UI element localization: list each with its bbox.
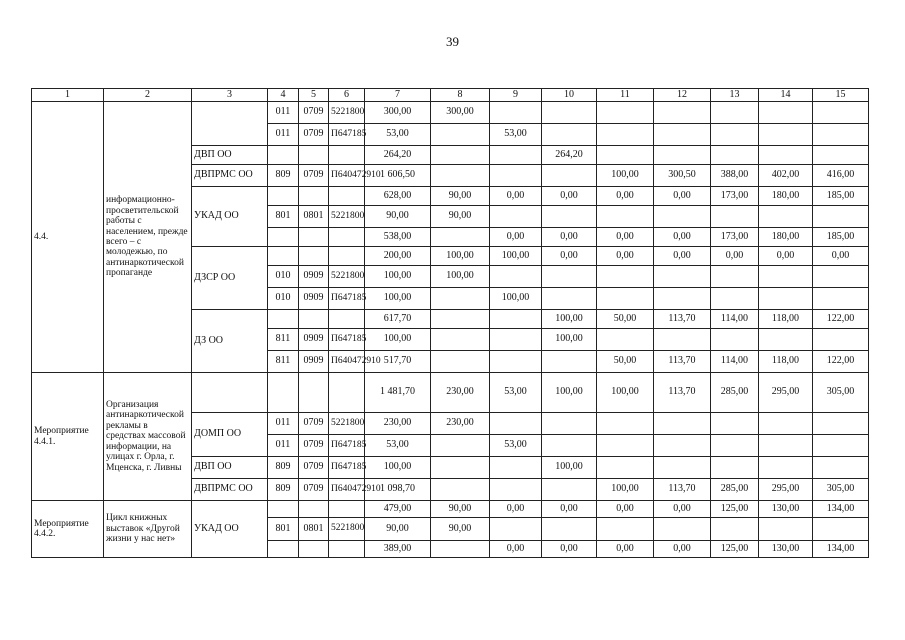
amount-cell bbox=[711, 413, 759, 435]
amount-cell: 185,00 bbox=[813, 228, 869, 247]
target-code-cell: П640472910 bbox=[329, 351, 365, 373]
gr-code-cell bbox=[268, 310, 299, 329]
amount-cell: 53,00 bbox=[490, 435, 542, 457]
amount-cell bbox=[597, 146, 654, 165]
amount-cell: 100,00 bbox=[597, 165, 654, 187]
amount-cell: 0,00 bbox=[654, 541, 711, 558]
amount-cell: 50,00 bbox=[597, 351, 654, 373]
budget-table bbox=[31, 88, 869, 558]
department-cell: ДЗСР ОО bbox=[192, 247, 268, 310]
amount-cell bbox=[597, 266, 654, 288]
amount-cell: 0,00 bbox=[542, 228, 597, 247]
gr-code-cell: 010 bbox=[268, 288, 299, 310]
section-code-cell: 0909 bbox=[299, 288, 329, 310]
amount-cell bbox=[759, 102, 813, 124]
amount-cell: 300,00 bbox=[365, 102, 431, 124]
column-header: 2 bbox=[104, 89, 192, 102]
amount-cell: 173,00 bbox=[711, 228, 759, 247]
amount-cell: 285,00 bbox=[711, 479, 759, 501]
amount-cell: 185,00 bbox=[813, 187, 869, 206]
amount-cell bbox=[711, 435, 759, 457]
amount-cell bbox=[542, 165, 597, 187]
section-code-cell bbox=[299, 146, 329, 165]
department-cell: ДВПРМС ОО bbox=[192, 479, 268, 501]
amount-cell bbox=[813, 329, 869, 351]
amount-cell bbox=[759, 435, 813, 457]
amount-cell: 134,00 bbox=[813, 501, 869, 518]
gr-code-cell: 809 bbox=[268, 479, 299, 501]
column-header: 9 bbox=[490, 89, 542, 102]
amount-cell: 53,00 bbox=[365, 124, 431, 146]
amount-cell bbox=[759, 457, 813, 479]
amount-cell bbox=[711, 518, 759, 541]
amount-cell bbox=[490, 457, 542, 479]
measure-number-cell: 4.4. bbox=[32, 102, 104, 373]
department-cell: ДВП ОО bbox=[192, 146, 268, 165]
target-code-cell: П647185 bbox=[329, 457, 365, 479]
amount-cell bbox=[431, 479, 490, 501]
page-number: 39 bbox=[446, 34, 459, 49]
amount-cell: 100,00 bbox=[365, 288, 431, 310]
amount-cell bbox=[597, 435, 654, 457]
amount-cell: 100,00 bbox=[365, 329, 431, 351]
amount-cell: 230,00 bbox=[431, 373, 490, 413]
amount-cell bbox=[654, 206, 711, 228]
column-header: 11 bbox=[597, 89, 654, 102]
gr-code-cell: 801 bbox=[268, 518, 299, 541]
section-code-cell bbox=[299, 373, 329, 413]
amount-cell: 53,00 bbox=[365, 435, 431, 457]
amount-cell: 113,70 bbox=[654, 479, 711, 501]
amount-cell: 0,00 bbox=[597, 187, 654, 206]
amount-cell: 100,00 bbox=[597, 373, 654, 413]
column-header: 6 bbox=[329, 89, 365, 102]
amount-cell bbox=[490, 351, 542, 373]
measure-description-cell: Организация антинаркотической рекламы в средствах массовой информации, на улицах г. Орла, г. Мценска, г. Ливны bbox=[104, 373, 192, 501]
amount-cell: 0,00 bbox=[654, 228, 711, 247]
amount-cell bbox=[813, 413, 869, 435]
section-code-cell: 0709 bbox=[299, 457, 329, 479]
amount-cell: 0,00 bbox=[597, 247, 654, 266]
column-header: 5 bbox=[299, 89, 329, 102]
gr-code-cell: 011 bbox=[268, 102, 299, 124]
measure-number-cell: Мероприятие 4.4.1. bbox=[32, 373, 104, 501]
target-code-cell: П647185 bbox=[329, 329, 365, 351]
gr-code-cell bbox=[268, 501, 299, 518]
amount-cell bbox=[490, 102, 542, 124]
amount-cell: 130,00 bbox=[759, 541, 813, 558]
amount-cell bbox=[654, 435, 711, 457]
gr-code-cell: 011 bbox=[268, 124, 299, 146]
target-code-cell bbox=[329, 373, 365, 413]
amount-cell: 617,70 bbox=[365, 310, 431, 329]
amount-cell: 118,00 bbox=[759, 351, 813, 373]
amount-cell: 100,00 bbox=[490, 247, 542, 266]
amount-cell bbox=[654, 288, 711, 310]
amount-cell bbox=[597, 206, 654, 228]
amount-cell: 173,00 bbox=[711, 187, 759, 206]
amount-cell: 122,00 bbox=[813, 351, 869, 373]
section-code-cell: 0801 bbox=[299, 206, 329, 228]
section-code-cell: 0709 bbox=[299, 413, 329, 435]
header-row bbox=[32, 89, 869, 102]
amount-cell: 0,00 bbox=[490, 501, 542, 518]
amount-cell bbox=[542, 413, 597, 435]
gr-code-cell bbox=[268, 373, 299, 413]
amount-cell: 0,00 bbox=[597, 501, 654, 518]
amount-cell: 100,00 bbox=[597, 479, 654, 501]
section-code-cell bbox=[299, 310, 329, 329]
amount-cell bbox=[813, 146, 869, 165]
amount-cell: 0,00 bbox=[542, 541, 597, 558]
department-cell: ДВП ОО bbox=[192, 457, 268, 479]
amount-cell bbox=[431, 329, 490, 351]
amount-cell: 388,00 bbox=[711, 165, 759, 187]
department-cell bbox=[192, 102, 268, 146]
amount-cell bbox=[711, 288, 759, 310]
amount-cell bbox=[542, 479, 597, 501]
amount-cell bbox=[431, 541, 490, 558]
amount-cell: 0,00 bbox=[759, 247, 813, 266]
target-code-cell: П647185 bbox=[329, 435, 365, 457]
target-code-cell bbox=[329, 247, 365, 266]
amount-cell bbox=[597, 518, 654, 541]
amount-cell bbox=[654, 457, 711, 479]
amount-cell: 118,00 bbox=[759, 310, 813, 329]
amount-cell bbox=[490, 329, 542, 351]
amount-cell bbox=[490, 479, 542, 501]
amount-cell: 100,00 bbox=[542, 457, 597, 479]
target-code-cell: 5221800 bbox=[329, 413, 365, 435]
amount-cell bbox=[490, 413, 542, 435]
amount-cell bbox=[597, 413, 654, 435]
section-code-cell: 0801 bbox=[299, 518, 329, 541]
section-code-cell: 0709 bbox=[299, 435, 329, 457]
amount-cell: 1 481,70 bbox=[365, 373, 431, 413]
amount-cell: 90,00 bbox=[431, 187, 490, 206]
amount-cell: 100,00 bbox=[365, 457, 431, 479]
gr-code-cell: 011 bbox=[268, 435, 299, 457]
target-code-cell bbox=[329, 146, 365, 165]
amount-cell: 100,00 bbox=[431, 247, 490, 266]
amount-cell bbox=[490, 146, 542, 165]
amount-cell bbox=[813, 266, 869, 288]
amount-cell: 114,00 bbox=[711, 310, 759, 329]
gr-code-cell bbox=[268, 187, 299, 206]
department-cell: УКАД ОО bbox=[192, 501, 268, 558]
amount-cell bbox=[542, 435, 597, 457]
amount-cell: 0,00 bbox=[542, 247, 597, 266]
amount-cell: 125,00 bbox=[711, 501, 759, 518]
section-code-cell: 0709 bbox=[299, 165, 329, 187]
amount-cell bbox=[542, 518, 597, 541]
amount-cell: 402,00 bbox=[759, 165, 813, 187]
gr-code-cell: 809 bbox=[268, 457, 299, 479]
section-code-cell: 0709 bbox=[299, 102, 329, 124]
amount-cell bbox=[813, 457, 869, 479]
amount-cell bbox=[813, 435, 869, 457]
amount-cell: 264,20 bbox=[365, 146, 431, 165]
amount-cell bbox=[759, 266, 813, 288]
amount-cell bbox=[759, 288, 813, 310]
amount-cell bbox=[759, 413, 813, 435]
amount-cell bbox=[759, 124, 813, 146]
amount-cell: 0,00 bbox=[490, 228, 542, 247]
section-code-cell bbox=[299, 228, 329, 247]
target-code-cell bbox=[329, 501, 365, 518]
target-code-cell: 5221800 bbox=[329, 518, 365, 541]
amount-cell: 628,00 bbox=[365, 187, 431, 206]
column-header: 12 bbox=[654, 89, 711, 102]
target-code-cell: 5221800 bbox=[329, 266, 365, 288]
amount-cell: 1 098,70 bbox=[365, 479, 431, 501]
target-code-cell bbox=[329, 310, 365, 329]
gr-code-cell: 811 bbox=[268, 329, 299, 351]
amount-cell: 53,00 bbox=[490, 373, 542, 413]
amount-cell: 0,00 bbox=[597, 228, 654, 247]
amount-cell bbox=[490, 165, 542, 187]
target-code-cell: 5221800 bbox=[329, 102, 365, 124]
amount-cell bbox=[813, 288, 869, 310]
amount-cell bbox=[431, 165, 490, 187]
amount-cell: 0,00 bbox=[490, 187, 542, 206]
department-cell: ДОМП ОО bbox=[192, 413, 268, 457]
department-cell: ДВПРМС ОО bbox=[192, 165, 268, 187]
column-header: 13 bbox=[711, 89, 759, 102]
amount-cell: 0,00 bbox=[813, 247, 869, 266]
amount-cell: 180,00 bbox=[759, 228, 813, 247]
amount-cell: 0,00 bbox=[711, 247, 759, 266]
amount-cell: 0,00 bbox=[654, 247, 711, 266]
amount-cell: 90,00 bbox=[365, 206, 431, 228]
measure-description-cell: информационно-просветительской работы с населением, прежде всего – с молодежью, по антинаркотической пропаганде bbox=[104, 102, 192, 373]
amount-cell bbox=[711, 206, 759, 228]
gr-code-cell bbox=[268, 228, 299, 247]
amount-cell: 125,00 bbox=[711, 541, 759, 558]
column-header: 1 bbox=[32, 89, 104, 102]
table-body bbox=[32, 102, 869, 558]
amount-cell bbox=[654, 413, 711, 435]
amount-cell bbox=[813, 102, 869, 124]
amount-cell bbox=[490, 518, 542, 541]
amount-cell: 90,00 bbox=[431, 206, 490, 228]
amount-cell bbox=[711, 102, 759, 124]
amount-cell bbox=[431, 351, 490, 373]
amount-cell: 295,00 bbox=[759, 373, 813, 413]
amount-cell bbox=[711, 329, 759, 351]
column-header: 14 bbox=[759, 89, 813, 102]
amount-cell: 230,00 bbox=[365, 413, 431, 435]
target-code-cell bbox=[329, 228, 365, 247]
amount-cell bbox=[711, 457, 759, 479]
amount-cell: 305,00 bbox=[813, 373, 869, 413]
gr-code-cell bbox=[268, 541, 299, 558]
amount-cell: 130,00 bbox=[759, 501, 813, 518]
amount-cell bbox=[759, 329, 813, 351]
gr-code-cell: 809 bbox=[268, 165, 299, 187]
amount-cell bbox=[711, 266, 759, 288]
amount-cell bbox=[711, 146, 759, 165]
section-code-cell bbox=[299, 501, 329, 518]
amount-cell bbox=[654, 124, 711, 146]
amount-cell bbox=[654, 146, 711, 165]
amount-cell: 100,00 bbox=[542, 310, 597, 329]
amount-cell: 113,70 bbox=[654, 310, 711, 329]
column-header: 4 bbox=[268, 89, 299, 102]
amount-cell: 90,00 bbox=[431, 518, 490, 541]
amount-cell: 200,00 bbox=[365, 247, 431, 266]
amount-cell bbox=[542, 351, 597, 373]
amount-cell bbox=[711, 124, 759, 146]
section-code-cell bbox=[299, 541, 329, 558]
amount-cell bbox=[490, 310, 542, 329]
amount-cell bbox=[431, 228, 490, 247]
column-header: 3 bbox=[192, 89, 268, 102]
amount-cell: 122,00 bbox=[813, 310, 869, 329]
target-code-cell bbox=[329, 187, 365, 206]
target-code-cell: П640472910 bbox=[329, 479, 365, 501]
amount-cell: 479,00 bbox=[365, 501, 431, 518]
table-row bbox=[32, 102, 869, 124]
amount-cell bbox=[597, 124, 654, 146]
amount-cell bbox=[431, 457, 490, 479]
amount-cell: 0,00 bbox=[490, 541, 542, 558]
amount-cell: 100,00 bbox=[365, 266, 431, 288]
amount-cell: 113,70 bbox=[654, 351, 711, 373]
amount-cell: 264,20 bbox=[542, 146, 597, 165]
amount-cell bbox=[597, 329, 654, 351]
amount-cell: 134,00 bbox=[813, 541, 869, 558]
column-header: 10 bbox=[542, 89, 597, 102]
target-code-cell: П647185 bbox=[329, 124, 365, 146]
amount-cell: 90,00 bbox=[431, 501, 490, 518]
section-code-cell: 0909 bbox=[299, 329, 329, 351]
amount-cell: 300,00 bbox=[431, 102, 490, 124]
amount-cell: 0,00 bbox=[542, 501, 597, 518]
target-code-cell bbox=[329, 541, 365, 558]
target-code-cell: П640472910 bbox=[329, 165, 365, 187]
gr-code-cell: 010 bbox=[268, 266, 299, 288]
amount-cell bbox=[813, 518, 869, 541]
amount-cell bbox=[431, 288, 490, 310]
amount-cell: 113,70 bbox=[654, 373, 711, 413]
column-header: 15 bbox=[813, 89, 869, 102]
gr-code-cell bbox=[268, 247, 299, 266]
table-row bbox=[32, 501, 869, 518]
amount-cell bbox=[542, 266, 597, 288]
department-cell bbox=[192, 373, 268, 413]
target-code-cell: П647185 bbox=[329, 288, 365, 310]
amount-cell: 389,00 bbox=[365, 541, 431, 558]
amount-cell bbox=[759, 518, 813, 541]
amount-cell: 295,00 bbox=[759, 479, 813, 501]
column-header: 8 bbox=[431, 89, 490, 102]
amount-cell bbox=[490, 206, 542, 228]
amount-cell bbox=[542, 102, 597, 124]
amount-cell bbox=[654, 518, 711, 541]
amount-cell bbox=[597, 288, 654, 310]
section-code-cell bbox=[299, 247, 329, 266]
amount-cell: 100,00 bbox=[490, 288, 542, 310]
department-cell: ДЗ ОО bbox=[192, 310, 268, 373]
section-code-cell: 0909 bbox=[299, 266, 329, 288]
measure-description-cell: Цикл книжных выставок «Другой жизни у нас нет» bbox=[104, 501, 192, 558]
measure-number-cell: Мероприятие 4.4.2. bbox=[32, 501, 104, 558]
amount-cell: 1 606,50 bbox=[365, 165, 431, 187]
amount-cell bbox=[542, 288, 597, 310]
gr-code-cell: 811 bbox=[268, 351, 299, 373]
amount-cell: 0,00 bbox=[542, 187, 597, 206]
amount-cell: 180,00 bbox=[759, 187, 813, 206]
amount-cell: 114,00 bbox=[711, 351, 759, 373]
amount-cell bbox=[431, 435, 490, 457]
amount-cell bbox=[654, 266, 711, 288]
amount-cell: 50,00 bbox=[597, 310, 654, 329]
table-row bbox=[32, 373, 869, 413]
section-code-cell: 0709 bbox=[299, 479, 329, 501]
amount-cell bbox=[431, 310, 490, 329]
amount-cell bbox=[654, 102, 711, 124]
amount-cell: 100,00 bbox=[542, 373, 597, 413]
amount-cell: 305,00 bbox=[813, 479, 869, 501]
amount-cell bbox=[597, 457, 654, 479]
amount-cell: 0,00 bbox=[654, 501, 711, 518]
gr-code-cell: 801 bbox=[268, 206, 299, 228]
amount-cell bbox=[490, 266, 542, 288]
amount-cell bbox=[542, 124, 597, 146]
amount-cell bbox=[597, 102, 654, 124]
amount-cell bbox=[431, 124, 490, 146]
amount-cell bbox=[759, 206, 813, 228]
department-cell: УКАД ОО bbox=[192, 187, 268, 247]
amount-cell: 0,00 bbox=[597, 541, 654, 558]
amount-cell: 100,00 bbox=[542, 329, 597, 351]
amount-cell: 230,00 bbox=[431, 413, 490, 435]
amount-cell: 416,00 bbox=[813, 165, 869, 187]
amount-cell: 100,00 bbox=[431, 266, 490, 288]
gr-code-cell: 011 bbox=[268, 413, 299, 435]
section-code-cell: 0909 bbox=[299, 351, 329, 373]
section-code-cell: 0709 bbox=[299, 124, 329, 146]
amount-cell: 90,00 bbox=[365, 518, 431, 541]
amount-cell bbox=[813, 124, 869, 146]
amount-cell: 53,00 bbox=[490, 124, 542, 146]
amount-cell bbox=[542, 206, 597, 228]
section-code-cell bbox=[299, 187, 329, 206]
amount-cell bbox=[813, 206, 869, 228]
amount-cell: 0,00 bbox=[654, 187, 711, 206]
amount-cell: 538,00 bbox=[365, 228, 431, 247]
column-header: 7 bbox=[365, 89, 431, 102]
gr-code-cell bbox=[268, 146, 299, 165]
amount-cell: 285,00 bbox=[711, 373, 759, 413]
amount-cell bbox=[654, 329, 711, 351]
amount-cell: 517,70 bbox=[365, 351, 431, 373]
target-code-cell: 5221800 bbox=[329, 206, 365, 228]
amount-cell bbox=[431, 146, 490, 165]
amount-cell: 300,50 bbox=[654, 165, 711, 187]
amount-cell bbox=[759, 146, 813, 165]
